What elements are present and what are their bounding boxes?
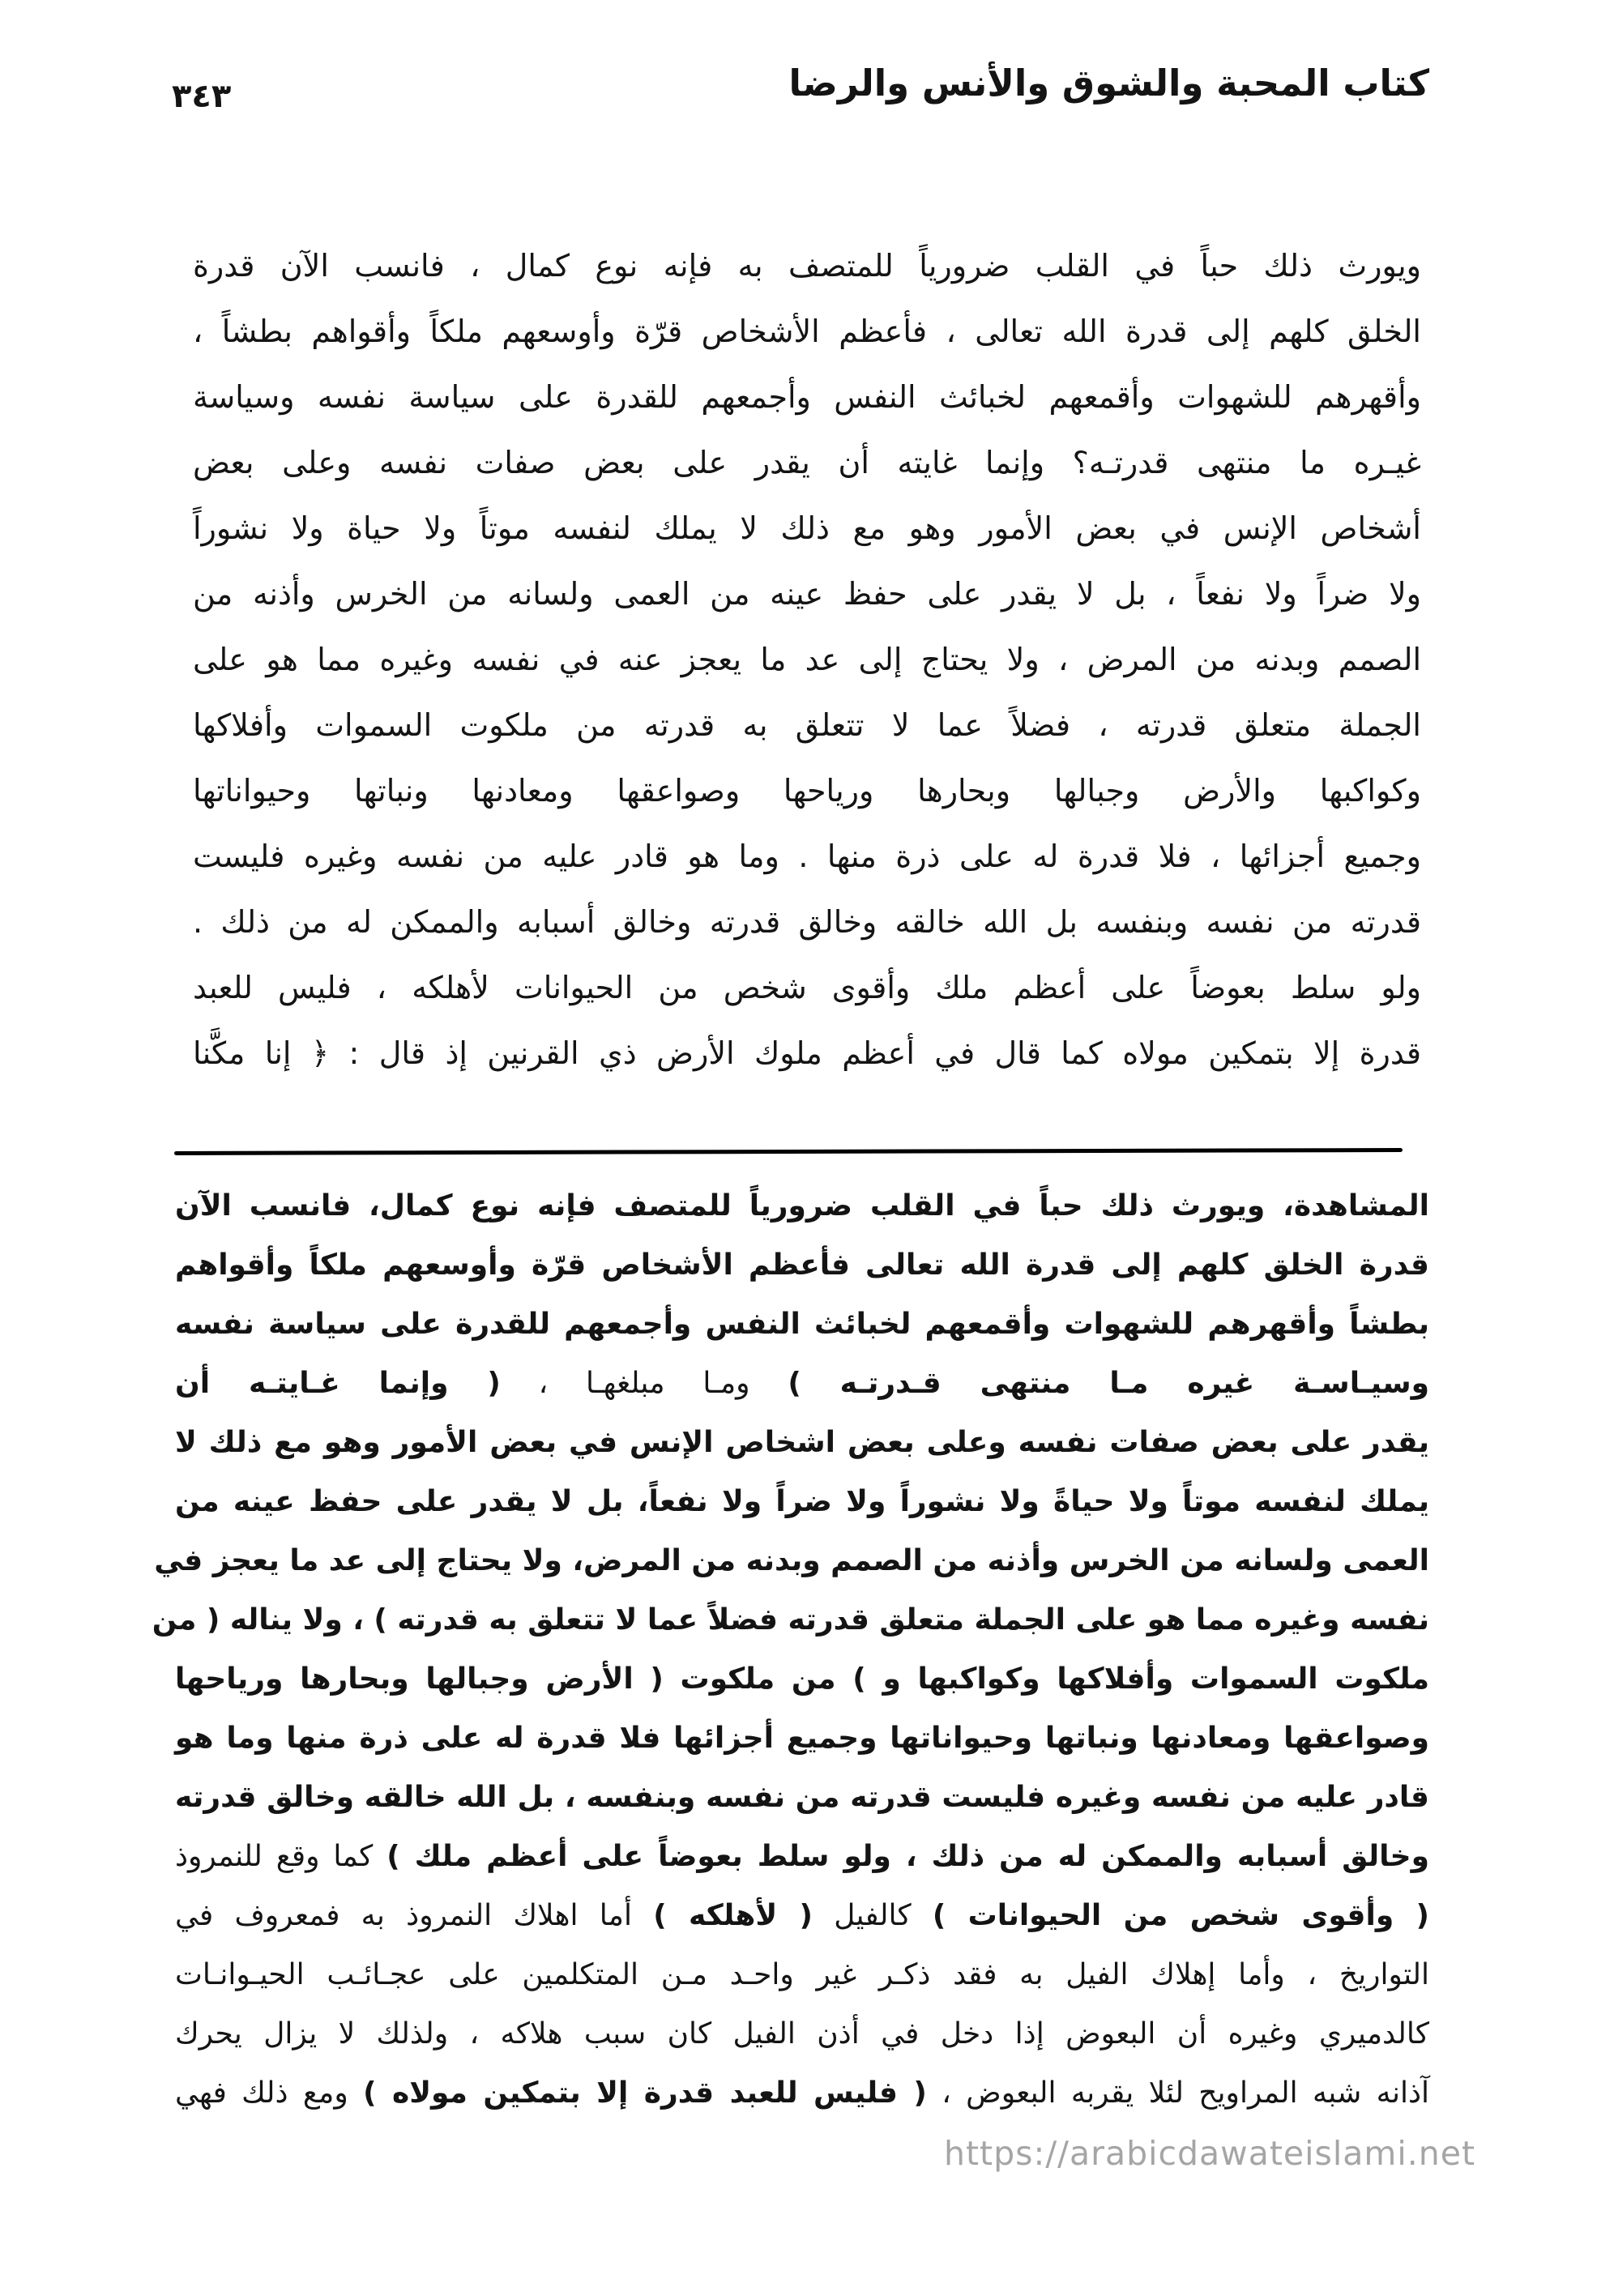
text-line: كالدميري وغيره أن البعوض إذا دخل في أذن الفيل كان سبب هلاكه ، ولذلك لا يزال يحرك [175, 2017, 1429, 2051]
text-line: ملكوت السموات وأفلاكها وكواكبها و ) من ملكوت ( الأرض وجبالها وبحارها ورياحها [175, 1662, 1429, 1696]
text-line: بطشاً وأقهرهم للشهوات وأقمعهم لخبائث النفس وأجمعهم للقدرة على سياسة نفسه [175, 1308, 1429, 1341]
text-line: الخلق كلهم إلى قدرة الله تعالى ، فأعظم الأشخاص قرّة وأوسعهم ملكاً وأقواهم بطشاً ، [193, 314, 1421, 349]
text-line: الصمم وبدنه من المرض ، ولا يحتاج إلى عد ما يعجز عنه في نفسه وغيره مما هو على [193, 642, 1421, 677]
text-line: التواريخ ، وأما إهلاك الفيل به فقد ذكـر غير واحـد مـن المتكلمين على عجـائـب الحيـوانـات [175, 1958, 1429, 1991]
text-line: ولا ضراً ولا نفعاً ، بل لا يقدر على حفظ عينه من العمى ولسانه من الخرس وأذنه من [193, 576, 1421, 612]
page-number: ٣٤٣ [172, 78, 232, 115]
watermark-url: https://arabicdawateislami.net [944, 2134, 1476, 2173]
text-line: قدرته من نفسه وبنفسه بل الله خالقه وخالق قدرته وخالق أسبابه والممكن له من ذلك . [193, 904, 1421, 940]
text-line: ( وأقوى شخص من الحيوانات ) كالفيل ( لأهلكه ) أما اهلاك النمروذ به فمعروف في [175, 1899, 1429, 1932]
text-line: العمى ولسانه من الخرس وأذنه من الصمم وبدنه من المرض، ولا يحتاج إلى عد ما يعجز في [154, 1544, 1429, 1577]
text-line: وجميع أجزائها ، فلا قدرة له على ذرة منها . وما هو قادر عليه من نفسه وغيره فليست [193, 839, 1421, 874]
text-line: ويورث ذلك حباً في القلب ضرورياً للمتصف به فإنه نوع كمال ، فانسب الآن قدرة [193, 248, 1421, 284]
text-line: يقدر على بعض صفات نفسه وعلى بعض اشخاص الإنس في بعض الأمور وهو مع ذلك لا [175, 1426, 1429, 1459]
text-line: وسيـاسـة غيره مـا منتهى قـدرتـه ) ومـا مبلغهـا ، ( وإنما غـايتـه أن [175, 1367, 1429, 1400]
main-text [193, 233, 1421, 1086]
text-line: وكواكبها والأرض وجبالها وبحارها ورياحها وصواعقها ومعادنها ونباتها وحيواناتها [193, 773, 1421, 809]
text-line: يملك لنفسه موتاً ولا حياةً ولا نشوراً ولا ضراً ولا نفعاً، بل لا يقدر على حفظ عينه من [175, 1485, 1429, 1518]
footnote-divider [174, 1148, 1403, 1155]
text-line: المشاهدة، ويورث ذلك حباً في القلب ضرورياً للمتصف فإنه نوع كمال، فانسب الآن [175, 1189, 1429, 1223]
text-line: وأقهرهم للشهوات وأقمعهم لخبائث النفس وأجمعهم للقدرة على سياسة نفسه وسياسة [193, 379, 1421, 415]
text-line: أشخاص الإنس في بعض الأمور وهو مع ذلك لا يملك لنفسه موتاً ولا حياة ولا نشوراً [193, 510, 1421, 546]
text-line: غيـره ما منتهى قدرتـه؟ وإنما غايته أن يقدر على بعض صفات نفسه وعلى بعض [193, 445, 1421, 480]
text-line: آذانه شبه المراويح لئلا يقربه البعوض ، ( فليس للعبد قدرة إلا بتمكين مولاه ) ومع ذلك فهي [175, 2076, 1429, 2110]
text-line: الجملة متعلق قدرته ، فضلاً عما لا تتعلق به قدرته من ملكوت السموات وأفلاكها [193, 707, 1421, 743]
text-line: قدرة إلا بتمكين مولاه كما قال في أعظم ملوك الأرض ذي القرنين إذ قال : ﴿ إنا مكَّنا [193, 1035, 1421, 1071]
text-line: وخالق أسبابه والممكن له من ذلك ، ولو سلط بعوضاً على أعظم ملك ) كما وقع للنمروذ [175, 1840, 1430, 1873]
text-line: نفسه وغيره مما هو على الجملة متعلق قدرته فضلاً عما لا تتعلق به قدرته ) ، ولا يناله ( من [152, 1603, 1429, 1637]
text-line: وصواعقها ومعادنها ونباتها وحيواناتها وجميع أجزائها فلا قدرة له على ذرة منها وما هو [175, 1722, 1429, 1755]
text-line: قادر عليه من نفسه وغيره فليست قدرته من نفسه وبنفسه ، بل الله خالقه وخالق قدرته [175, 1781, 1429, 1814]
text-line: قدرة الخلق كلهم إلى قدرة الله تعالى فأعظم الأشخاص قرّة وأوسعهم ملكاً وأقواهم [175, 1248, 1429, 1282]
text-line: ولو سلط بعوضاً على أعظم ملك وأقوى شخص من الحيوانات لأهلكه ، فليس للعبد [193, 970, 1421, 1005]
page-header-title: كتاب المحبة والشوق والأنس والرضا [788, 62, 1429, 105]
commentary-text [152, 1176, 1430, 2123]
